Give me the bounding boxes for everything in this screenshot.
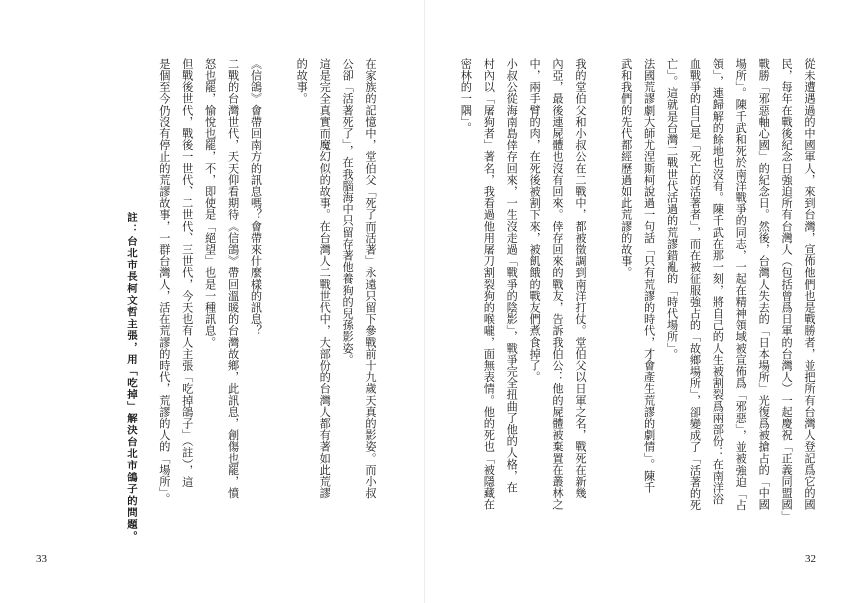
right-page-body-text: 從未遭遇過的中國軍人，來到台灣，宣佈他們也是戰勝者，並把所有台灣人登記爲它的國 民，每年在戰後紀念日強迫所有台灣人（包括曾爲日軍的台灣人）一起慶祝「正義同盟國」 戰勝「邪惡軸心國」的紀念日。然後，台灣人失去的「日本場所」光復爲被搶占的「中國 場所」。陳千武和死於南洋戰爭的同志，一起在精神領域被宣佈爲「邪惡」，並被強迫「占 領」，連歸解的餘地也沒有。陳千武在那一刻，將自己的人生被割裂爲兩部份：在南洋浴 血戰爭的自己是「死亡的活著者」，而在被征服強占的「故鄉場所」，卻變成了「活著的死 亡」。這就是台灣二戰世代活過的荒謬錯亂的「時代場所」。 法國荒謬劇大師尤涅斯柯說過一句話「只有荒謬的時代，才會產生荒謬的劇情」。陳千 武和我們的先代都經歷過如此荒謬的故事。 我的堂伯父和小叔公在二戰中，都被徵調到南洋打仗。堂伯父以日軍之名，戰死在新幾 內亞，最後連屍體也沒有回來。倖存回來的戰友，告訴我伯公：他的屍體被棄置在叢林之 中，兩手臂的肉，在死後被割下來，被飢餓的戰友們煮食掉了。 小叔公從海南島倖存回來，一生沒走過「戰爭的陰影」，戰爭完全扭曲了他的人格，在 村內以「屠狗者」著名，我看過他用屠刀割裂狗的喉嚨，面無表情。他的死也「被隱藏在 密林的一隅」。 bbox=[459, 58, 816, 522]
left-page-body-text: 在家族的記憶中，堂伯父「死了而活著」永遠只留下參戰前十九歲天真的影姿。而小叔 公卻「活著死了」，在我腦海中只留存著他養狗的兒孫影姿。 這是完全真實而魔幻似的故事。在台灣人二戰世代中，大部份的台灣人都有著如此荒謬 的故事。 《信鴿》會帶回南方的訊息嗎？會帶來什麼樣的訊息？ 二戰的台灣世代，天天仰看期待《信鴿》帶回溫暖的台灣故鄉，此訊息，創傷也罷，憤 怒也罷，愉悅也罷，不，即使是「絕望」也是一種訊息。 但戰後世代，戰後一世代、二世代、三世代，今天也有人主張「吃掉鴿子」（註），這 是個至今仍沒有停止的荒謬故事，一群台灣人，活在荒謬的時代，荒謬的人的「場所」。 bbox=[157, 58, 377, 505]
page-number-left: 33 bbox=[36, 553, 47, 565]
footnote: 註：台北市長柯文哲主張，用「吃掉」解決台北市鴿子的問題。 bbox=[125, 212, 137, 543]
right-page bbox=[425, 0, 850, 603]
page-number-right: 32 bbox=[805, 553, 816, 565]
